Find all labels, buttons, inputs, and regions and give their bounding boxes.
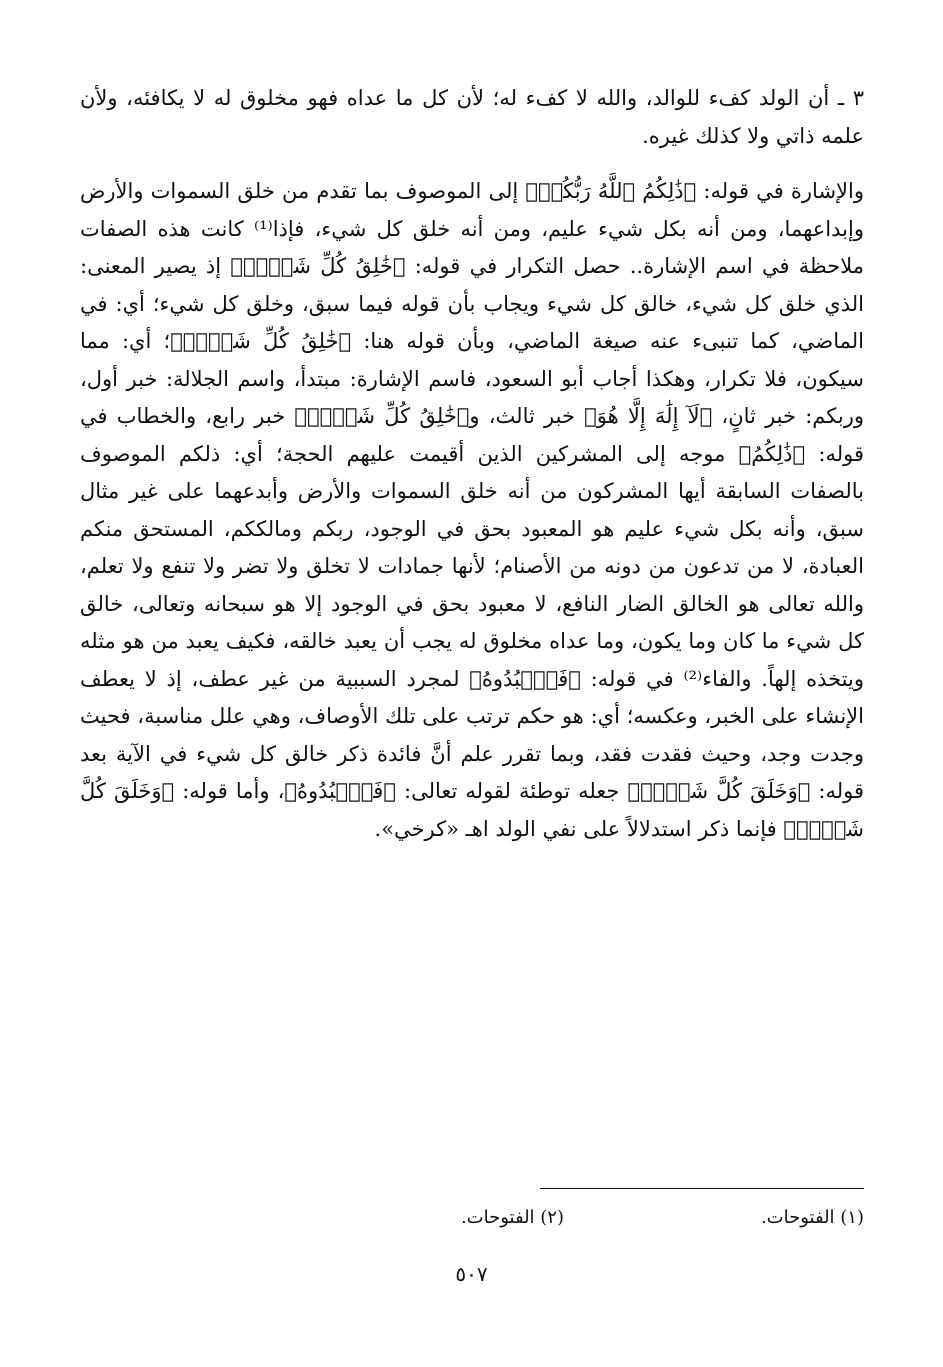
footnote-separator xyxy=(540,1188,864,1189)
paragraph-1: ٣ ـ أن الولد كفء للوالد، والله لا كفء له؛ لأن كل ما عداه فهو مخلوق له لا يكافئه، ولأن علمه ذاتي ولا كذلك غيره. xyxy=(80,86,864,148)
paragraph-2: والإشارة في قوله: ﴿ذَٰلِكُمُ ٱللَّهُ رَبُّكُمۡ﴾ إلى الموصوف بما تقدم من خلق السموات والأرض وإبداعهما، ومن أنه بكل شيء عليم، ومن أنه خلق كل شيء، فإذا⁽¹⁾ كانت هذه الصفات ملاحظة في اسم الإشارة.. حصل التكرار في قوله: ﴿خَٰلِقُ كُلِّ شَيۡءٖ﴾ إذ يصير المعنى: الذي خلق كل شيء، خالق كل شيء ويجاب بأن قوله فيما سبق، وخلق كل شيء؛ أي: في الماضي، كما تنبىء عنه صيغة الماضي، وبأن قوله هنا: ﴿خَٰلِقُ كُلِّ شَيۡءٖ﴾؛ أي: مما سيكون، فلا تكرار، وهكذا أجاب أبو السعود، فاسم الإشارة: مبتدأ، واسم الجلالة: خبر أول، وربكم: خبر ثانٍ، ﴿لَآ إِلَٰهَ إِلَّا هُوَ﴾ خبر ثالث، و﴿خَٰلِقُ كُلِّ شَيۡءٖ﴾ خبر رابع، والخطاب في قوله: ﴿ذَٰلِكُمُ﴾ موجه إلى المشركين الذين أقيمت عليهم الحجة؛ أي: ذلكم الموصوف بالصفات السابقة أيها المشركون من أنه خلق السموات والأرض وأبدعهما على غير مثال سبق، وأنه بكل شيء عليم هو المعبود بحق في الوجود، ربكم ومالككم، المستحق منكم العبادة، لا من تدعون من دونه من الأصنام؛ لأنها جمادات لا تخلق ولا تضر ولا تنفع ولا تعلم، والله تعالى هو الخالق الضار النافع، لا معبود بحق في الوجود إلا هو سبحانه وتعالى، خالق كل شيء ما كان وما يكون، وما عداه مخلوق له يجب أن يعبد خالقه، فكيف يعبد من هو مثله ويتخذه إلهاً. والفاء⁽²⁾ في قوله: ﴿فَٱعۡبُدُوهُ﴾ لمجرد السببية من غير عطف، إذ لا يعطف الإنشاء على الخبر، وعكسه؛ أي: هو حكم ترتب على تلك الأوصاف، وهي علل مناسبة، فحيث وجدت وجد، وحيث فقدت فقد، وبما تقرر علم أنَّ فائدة ذكر خالق كل شيء في الآية بعد قوله: ﴿وَخَلَقَ كُلَّ شَيۡءٖ﴾ جعله توطئة لقوله تعالى: ﴿فَٱعۡبُدُوهُ﴾، وأما قوله: ﴿وَخَلَقَ كُلَّ شَيۡءٖ﴾ فإنما ذكر استدلالاً على نفي الولد اهـ «كرخي». xyxy=(80,179,864,841)
page-number: ٥٠٧ xyxy=(455,1262,488,1286)
main-text xyxy=(80,80,864,848)
footnote-2: (٢) الفتوحات. xyxy=(460,1207,564,1228)
footnote-1: (١) الفتوحات. xyxy=(760,1207,864,1228)
